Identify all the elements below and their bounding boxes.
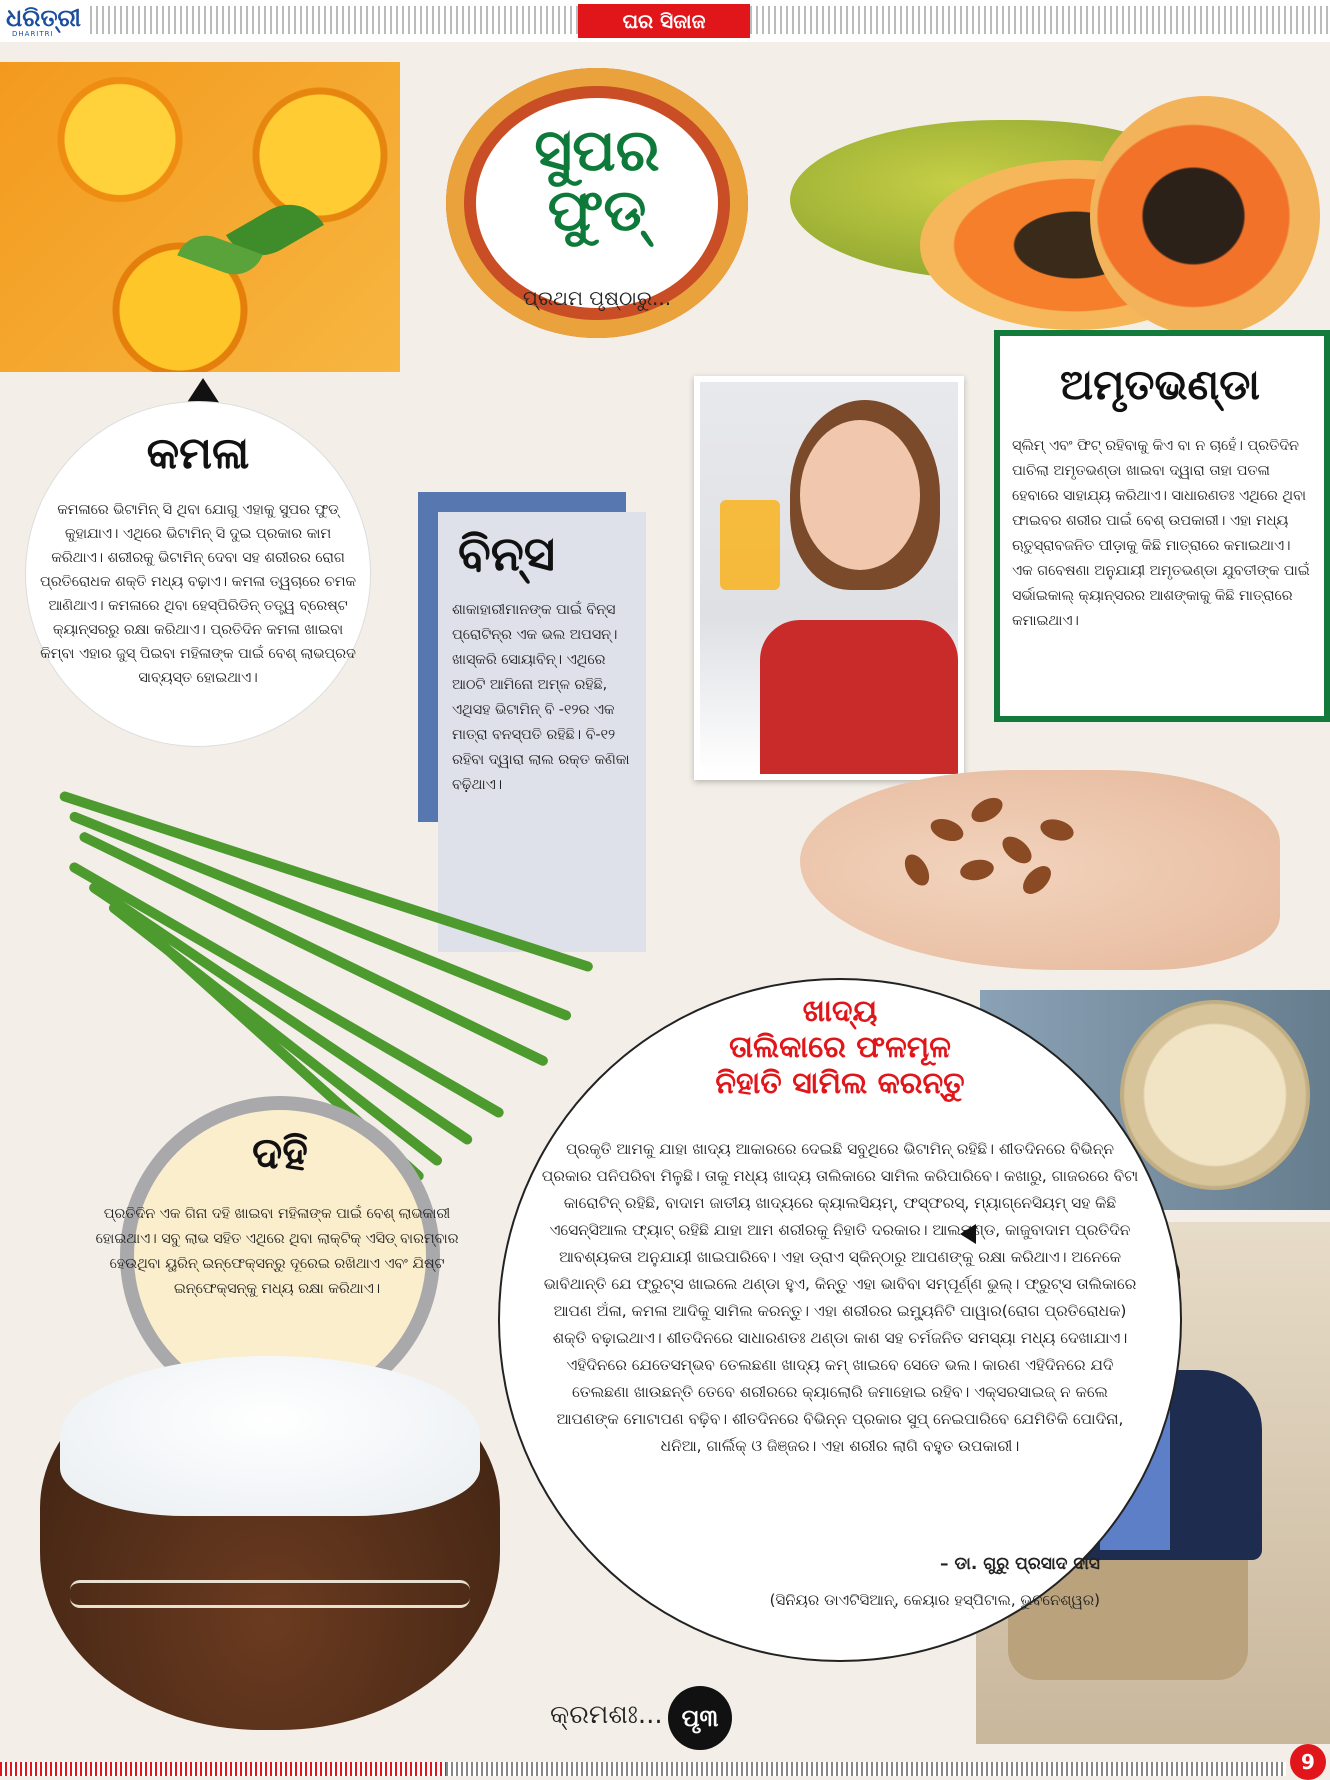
newspaper-logo-sub: DHARITRI [12,30,54,38]
main-article-body: ପ୍ରକୃତି ଆମକୁ ଯାହା ଖାଦ୍ୟ ଆକାରରେ ଦେଇଛି ସବୁଥିରେ ଭିଟାମିନ୍ ରହିଛି। ଶୀତଦିନରେ ବିଭିନ୍ନ ପ୍ରକାର ପନିପରିବା ମିଳୁଛି। ତାକୁ ମଧ୍ୟ ଖାଦ୍ୟ ତାଲିକାରେ ସାମିଲ କରିପାରିବେ। କଖାରୁ, ଗାଜରରେ ବିଟା କାରୋଟିନ୍ ରହିଛି, ବାଦାମ ଜାତୀୟ ଖାଦ୍ୟରେ କ୍ୟାଲସିୟମ୍, ଫସ୍‌ଫରସ୍, ମ୍ୟାଗ୍ନେସିୟମ୍ ସହ କିଛି ଏସେନ୍‌ସିଆଲ ଫ୍ୟାଟ୍ ରହିଛି ଯାହା ଆମ ଶରୀରକୁ ନିହାତି ଦରକାର। ଆଲମଣ୍ଡ, କାଜୁବାଦାମ ପ୍ରତିଦିନ ଆବଶ୍ୟକତା ଅନୁଯାୟୀ ଖାଇପାରିବେ। ଏହା ଡ୍ରାଏ ସ୍କିନ୍‌ଠାରୁ ଆପଣଙ୍କୁ ରକ୍ଷା କରିଥାଏ। ଅନେକେ ଭାବିଥାନ୍ତି ଯେ ଫ୍ରୁଟ୍ସ ଖାଇଲେ ଥଣ୍ଡା ହୁଏ, କିନ୍ତୁ ଏହା ଭାବିବା ସମ୍ପୂର୍ଣ୍ଣ ଭୁଲ୍। ଫ୍ରୁଟ୍ସ ତାଲିକାରେ ଆପଣ ଅଁଳା, କମଳା ଆଦିକୁ ସାମିଲ କରନ୍ତୁ। ଏହା ଶରୀରର ଇମ୍ୟୁନିଟି ପାୱାର(ରୋଗ ପ୍ରତିରୋଧକ) ଶକ୍ତି ବଢ଼ାଇଥାଏ। ଶୀତଦିନରେ ସାଧାରଣତଃ ଥଣ୍ଡା କାଶ ସହ ଚର୍ମଜନିତ ସମସ୍ୟା ମଧ୍ୟ ଦେଖାଯାଏ। ଏହିଦିନରେ ଯେତେସମ୍ଭବ ତେଲଛଣା ଖାଦ୍ୟ କମ୍ ଖାଇବେ ସେତେ ଭଲ। କାରଣ ଏହିଦିନରେ ଯଦି ତେଲଛଣା ଖାଉଛନ୍ତି ତେବେ ଶରୀରରେ କ୍ୟାଲୋରି ଜମାହୋଇ ରହିବ। ଏକ୍ସରସାଇଜ୍ ନ କଲେ ଆପଣଙ୍କ ମୋଟାପଣ ବଢ଼ିବ। ଶୀତଦିନରେ ବିଭିନ୍ନ ପ୍ରକାର ସୁପ୍ ନେଇପାରିବେ ଯେମିତିକି ପୋଦିନା, ଧନିଆ, ଗାର୍ଲିକ୍ ଓ ଜିଞ୍ଜର। ଏହା ଶରୀର ଲାଗି ବହୁତ ଉପକାରୀ। [541,1140,1139,1455]
amrutabhanda-body: ସ୍ଲିମ୍ ଏବଂ ଫିଟ୍ ରହିବାକୁ କିଏ ବା ନ ଚାହେଁ। ପ୍ରତିଦିନ ପାଚିଲା ଅମୃତଭଣ୍ଡା ଖାଇବା ଦ୍ୱାରା ତାହା ପତଳା ହେବାରେ ସାହାଯ୍ୟ କରିଥାଏ। ସାଧାରଣତଃ ଏଥିରେ ଥିବା ଫାଇବର ଶରୀର ପାଇଁ ବେଶ୍ ଉପକାରୀ। ଏହା ମଧ୍ୟ ଋତୁସ୍ରାବଜନିତ ପୀଡ଼ାକୁ କିଛି ମାତ୍ରାରେ କମାଇଥାଏ। ଏକ ଗବେଷଣା ଅନୁଯାୟୀ ଅମୃତଭଣ୍ଡା ଯୁବତୀଙ୍କ ପାଇଁ ସର୍ଭାଇକାଲ୍ କ୍ୟାନ୍ସରର ଆଶଙ୍କାକୁ କିଛି ମାତ୍ରାରେ କମାଇଥାଏ। [1012,438,1310,629]
girl-face [800,420,920,570]
main-headline [640,994,1040,1102]
main-headline-line-2: ତାଲିକାରେ ଫଳମୂଳ [729,1030,951,1065]
main-headline-line-1: ଖାଦ୍ୟ [802,994,878,1029]
pointer-arrow-icon [960,1224,976,1244]
newspaper-logo: ଧରିତ୍ରୀ [6,4,81,32]
page-reference-badge: ପୃ୩ [668,1686,732,1750]
page-number: 9 [1290,1744,1326,1780]
cashew-bowl [1120,1000,1310,1190]
juice-glass-icon [720,500,780,590]
kamala-title: କମଳା [146,428,250,479]
dahi-title: ଦହି [252,1128,308,1179]
beans-body: ଶାକାହାରୀମାନଙ୍କ ପାଇଁ ବିନ୍ସ ପ୍ରୋଟିନ୍‌ର ଏକ ଭଲ ଅପସନ୍। ଖାସ୍‌କରି ସୋୟାବିନ୍। ଏଥିରେ ଆଠଟି ଆମିନୋ ଅମ୍ଳ ରହିଛି, ଏଥିସହ ଭିଟାମିନ୍ ବି -୧୨ର ଏକ ମାତ୍ରା ବନସ୍ପତି ରହିଛି। ବି-୧୨ ରହିବା ଦ୍ୱାରା ଲାଲ ରକ୍ତ କଣିକା ବଢ଼ିଥାଏ। [452,602,630,793]
article-byline-role: (ସିନିୟର ଡାଏଟିସିଆନ୍, କେୟାର ହସ୍ପିଟାଲ, ଭୁବନେଶ୍ୱର) [769,1591,1100,1609]
amrutabhanda-title: ଅମୃତଭଣ୍ଡା [1059,360,1260,409]
article-byline: – ଡା. ଗୁରୁ ପ୍ରସାଦ ଦାସ [940,1554,1100,1574]
feature-title: ସୁପର ଫୁଡ୍ [534,116,660,244]
girl-shirt [760,620,958,774]
curd-surface [60,1356,480,1516]
orange-photo [0,62,400,372]
continued-label: କ୍ରମଶଃ... [550,1700,663,1730]
section-tab: ଘର ସିଜାଜ [578,4,750,38]
beans-title: ବିନ୍ସ [458,526,556,582]
pot-decoration [70,1580,470,1608]
papaya-half-photo [1090,96,1320,336]
feature-subtitle: ପ୍ରଥମ ପୃଷ୍ଠାରୁ... [522,286,672,310]
main-headline-line-3: ନିହାତି ସାମିଲ କରନ୍ତୁ [715,1066,965,1101]
kamala-body: କମଳାରେ ଭିଟାମିନ୍ ସି ଥିବା ଯୋଗୁ ଏହାକୁ ସୁପର ଫୁଡ୍ କୁହାଯାଏ। ଏଥିରେ ଭିଟାମିନ୍ ସି ଦୁଇ ପ୍ରକାର କାମ କରିଥାଏ। ଶରୀରକୁ ଭିଟାମିନ୍ ଦେବା ସହ ଶରୀରର ରୋଗ ପ୍ରତିରୋଧକ ଶକ୍ତି ମଧ୍ୟ ବଢ଼ାଏ। କମଳା ତ୍ୱଚାରେ ଚମକ ଆଣିଥାଏ। କମଳାରେ ଥିବା ହେସ୍ପିରିଡିନ୍ ତତ୍ତ୍ୱ ବ୍ରେଷ୍ଟ କ୍ୟାନ୍ସରରୁ ରକ୍ଷା କରିଥାଏ। ପ୍ରତିଦିନ କମଳା ଖାଇବା କିମ୍ବା ଏହାର ଜୁସ୍ ପିଇବା ମହିଳାଙ୍କ ପାଇଁ ବେଶ୍ ଲାଭପ୍ରଦ ସାବ୍ୟସ୍ତ ହୋଇଥାଏ। [40,502,356,686]
pointer-triangle-icon [186,378,220,404]
footer-stripes [446,1762,1286,1776]
footer-stripes [0,1762,446,1776]
dahi-body: ପ୍ରତିଦିନ ଏକ ଗିନା ଦହି ଖାଇବା ମହିଳାଙ୍କ ପାଇଁ ବେଶ୍ ଲାଭକାରୀ ହୋଇଥାଏ। ସବୁ ଲାଭ ସହିତ ଏଥିରେ ଥିବା ଲାକ୍ଟିକ୍ ଏସିଡ୍ ବାରମ୍ବାର ହେଉଥିବା ୟୁରିନ୍ ଇନ୍‌ଫେକ୍ସନ୍‌ରୁ ଦୂରେଇ ରଖିଥାଏ ଏବଂ ଯିଷ୍ଟ ଇନ୍‌ଫେକ୍ସନ୍‌କୁ ମଧ୍ୟ ରକ୍ଷା କରିଥାଏ। [95,1206,459,1297]
